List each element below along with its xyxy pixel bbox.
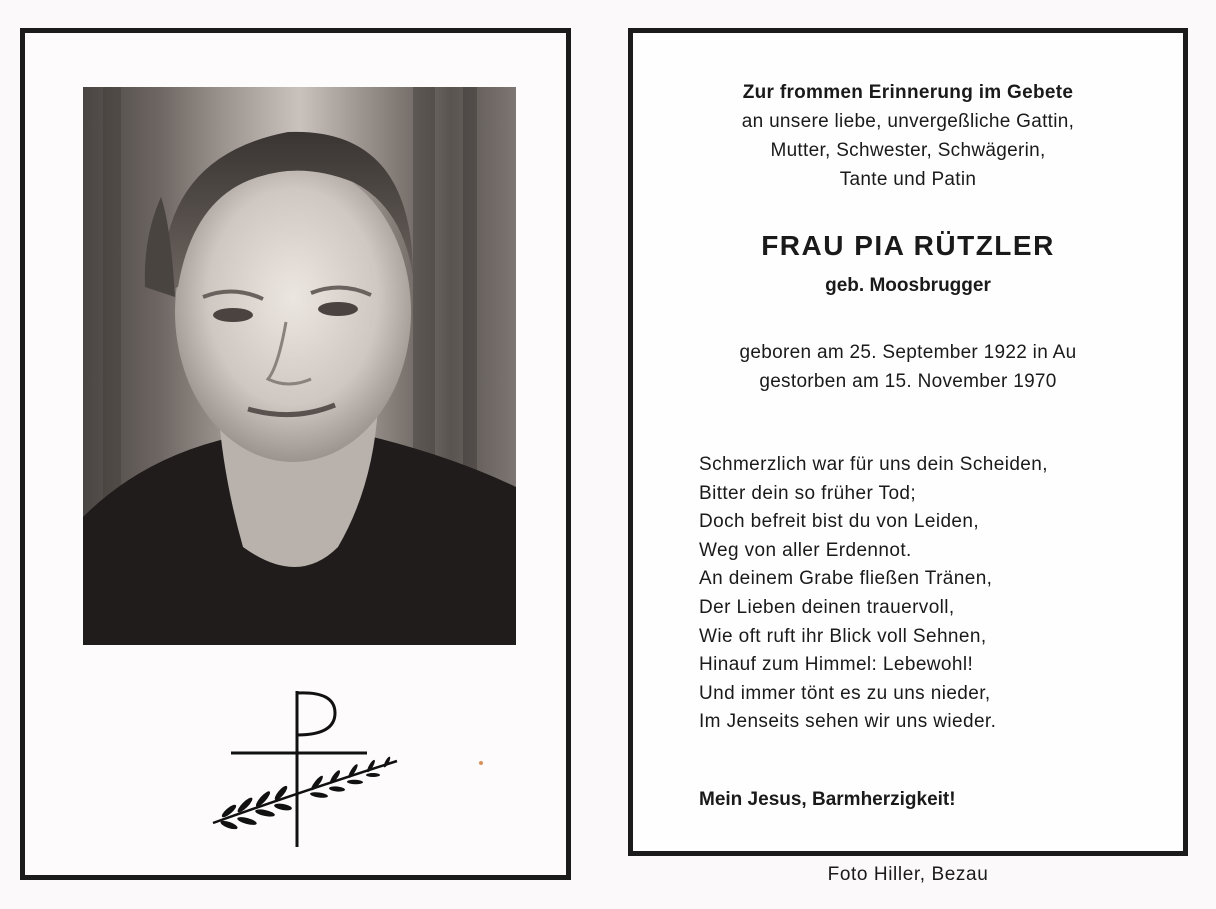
- poem-line: Der Lieben deinen trauervoll,: [699, 596, 955, 618]
- poem-line: Weg von aller Erdennot.: [699, 539, 912, 561]
- poem-line: Bitter dein so früher Tod;: [699, 482, 917, 504]
- chi-rho-icon: [207, 683, 407, 853]
- death-date: gestorben am 15. November 1970: [759, 371, 1057, 392]
- birth-date: geboren am 25. September 1922 in Au: [739, 342, 1077, 363]
- portrait-image: [83, 87, 516, 645]
- intro-line-3: Mutter, Schwester, Schwägerin,: [770, 140, 1046, 161]
- poem-line: An deinem Grabe fließen Tränen,: [699, 568, 993, 590]
- poem-line: Im Jenseits sehen wir uns wieder.: [699, 711, 997, 733]
- poem-line: Schmerzlich war für uns dein Scheiden,: [699, 454, 1048, 475]
- intro-block: [633, 78, 1183, 194]
- photo-credit: Foto Hiller, Bezau: [827, 864, 989, 885]
- portrait-photo: [83, 87, 516, 645]
- maiden-name: geb. Moosbrugger: [825, 275, 991, 296]
- closing-prayer: Mein Jesus, Barmherzigkeit!: [699, 789, 956, 810]
- poem-line: Und immer tönt es zu uns nieder,: [699, 682, 991, 704]
- paper-speck: [479, 761, 483, 765]
- deceased-name: FRAU PIA RÜTZLER: [761, 230, 1055, 261]
- poem-line: Doch befreit bist du von Leiden,: [699, 511, 980, 533]
- memorial-card-back: [628, 28, 1188, 856]
- poem-line: Wie oft ruft ihr Blick voll Sehnen,: [699, 625, 987, 647]
- poem-line: Hinauf zum Himmel: Lebewohl!: [699, 654, 974, 676]
- poem: [699, 451, 1048, 737]
- intro-line-2: an unsere liebe, unvergeßliche Gattin,: [741, 111, 1075, 132]
- memorial-card-front: [20, 28, 571, 880]
- intro-line-4: Tante und Patin: [839, 169, 977, 190]
- intro-line-1: Zur frommen Erinnerung im Gebete: [742, 82, 1074, 103]
- life-dates: [633, 338, 1183, 396]
